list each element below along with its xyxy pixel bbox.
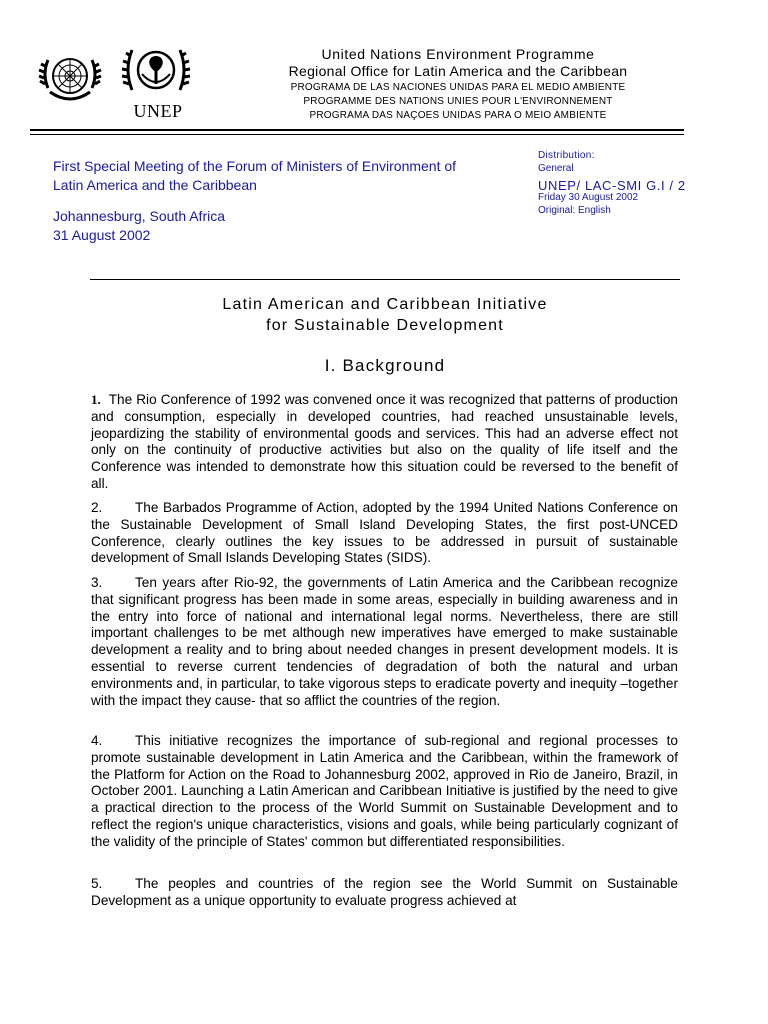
org-name-spanish: PROGRAMA DE LAS NACIONES UNIDAS PARA EL MEDIO AMBIENTE — [290, 82, 626, 93]
paragraph-number: 1. — [91, 392, 101, 407]
meeting-date: 31 August 2002 — [53, 227, 151, 243]
header-divider — [30, 129, 684, 131]
org-name-portuguese: PROGRAMA DAS NAÇOES UNIDAS PARA O MEIO AMBIENTE — [309, 110, 607, 121]
title-divider — [90, 279, 680, 280]
paragraph-number: 2. — [91, 500, 103, 515]
document-date: Friday 30 August 2002 — [538, 192, 639, 203]
un-emblem-icon — [36, 44, 104, 112]
paragraph-text: Ten years after Rio-92, the governments of Latin America and the Caribbean recognize that significant progress has been made in some areas, especially in building awareness and in the entry into force of national and international legal norms. Nevertheless, there are still important challenges to be met although new imperatives have emerged to make sustainable development a reality and to bring about needed changes in present development models. It is essential to reverse current tendencies of degradation of both the natural and urban environments and, in particular, to take vigorous steps to eradicate poverty and inequity –together with the impact they cause- that so afflict the countries of the region. — [91, 575, 678, 708]
paragraph-text: The Barbados Programme of Action, adopted by the 1994 United Nations Conference on the Sustainable Development of Small Island Developing States, the first post-UNCED Conference, clearly outlines the key issues to be addressed in pursuit of sustainable development of Small Islands Developing States (SIDS). — [91, 500, 678, 566]
paragraph-number: 3. — [91, 575, 103, 590]
paragraph-number: 5. — [91, 876, 103, 891]
meeting-title-line2: Latin America and the Caribbean — [53, 177, 257, 193]
org-name: United Nations Environment Programme — [321, 46, 595, 62]
paragraph-text: The Rio Conference of 1992 was convened once it was recognized that patterns of production and consumption, especially in developed countries, had reached unsustainable levels, jeopardizing the stability of environmental goods and services. This had an adverse effect not only on the continuity of productive activities but also on the quality of life itself and the Conference was intended to demonstrate how this situation could be reversed to the benefit of all. — [91, 392, 678, 491]
paragraph — [91, 733, 678, 851]
meeting-place: Johannesburg, South Africa — [53, 208, 226, 224]
paragraph — [91, 392, 678, 493]
section-heading: I. Background — [324, 356, 446, 375]
org-name-french: PROGRAMME DES NATIONS UNIES POUR L'ENVIRONNEMENT — [303, 96, 613, 107]
document-title-line1: Latin American and Caribbean Initiative — [222, 296, 548, 313]
distribution-label: Distribution: — [538, 150, 595, 161]
paragraph — [91, 575, 678, 709]
document-symbol: UNEP/ LAC-SMI G.I / 2 — [538, 178, 686, 193]
original-language: Original: English — [538, 205, 611, 216]
paragraph-number: 4. — [91, 733, 103, 748]
header-divider-thin — [30, 134, 684, 135]
paragraph-text: The peoples and countries of the region see the World Summit on Sustainable Development as a unique opportunity to evaluate progress achieved at — [91, 876, 678, 908]
regional-office: Regional Office for Latin America and the Caribbean — [288, 63, 628, 79]
unep-logo-text: UNEP — [133, 101, 183, 121]
meeting-title-line1: First Special Meeting of the Forum of Ministers of Environment of — [53, 158, 457, 174]
paragraph — [91, 876, 678, 910]
paragraph — [91, 500, 678, 567]
document-title-line2: for Sustainable Development — [266, 317, 504, 334]
paragraph-text: This initiative recognizes the importance of sub-regional and regional processes to promote sustainable development in Latin America and the Caribbean, within the framework of the Platform for Action on the Road to Johannesburg 2002, approved in Rio de Janeiro, Brazil, in October 2001. Launching a Latin American and Caribbean Initiative is justified by the need to give a practical direction to the process of the World Summit on Sustainable Development and to reflect the region's unique characteristics, visions and goals, while being particularly cognizant of the validity of the principle of States' common but differentiated responsibilities. — [91, 733, 678, 849]
distribution-value: General — [538, 163, 574, 174]
